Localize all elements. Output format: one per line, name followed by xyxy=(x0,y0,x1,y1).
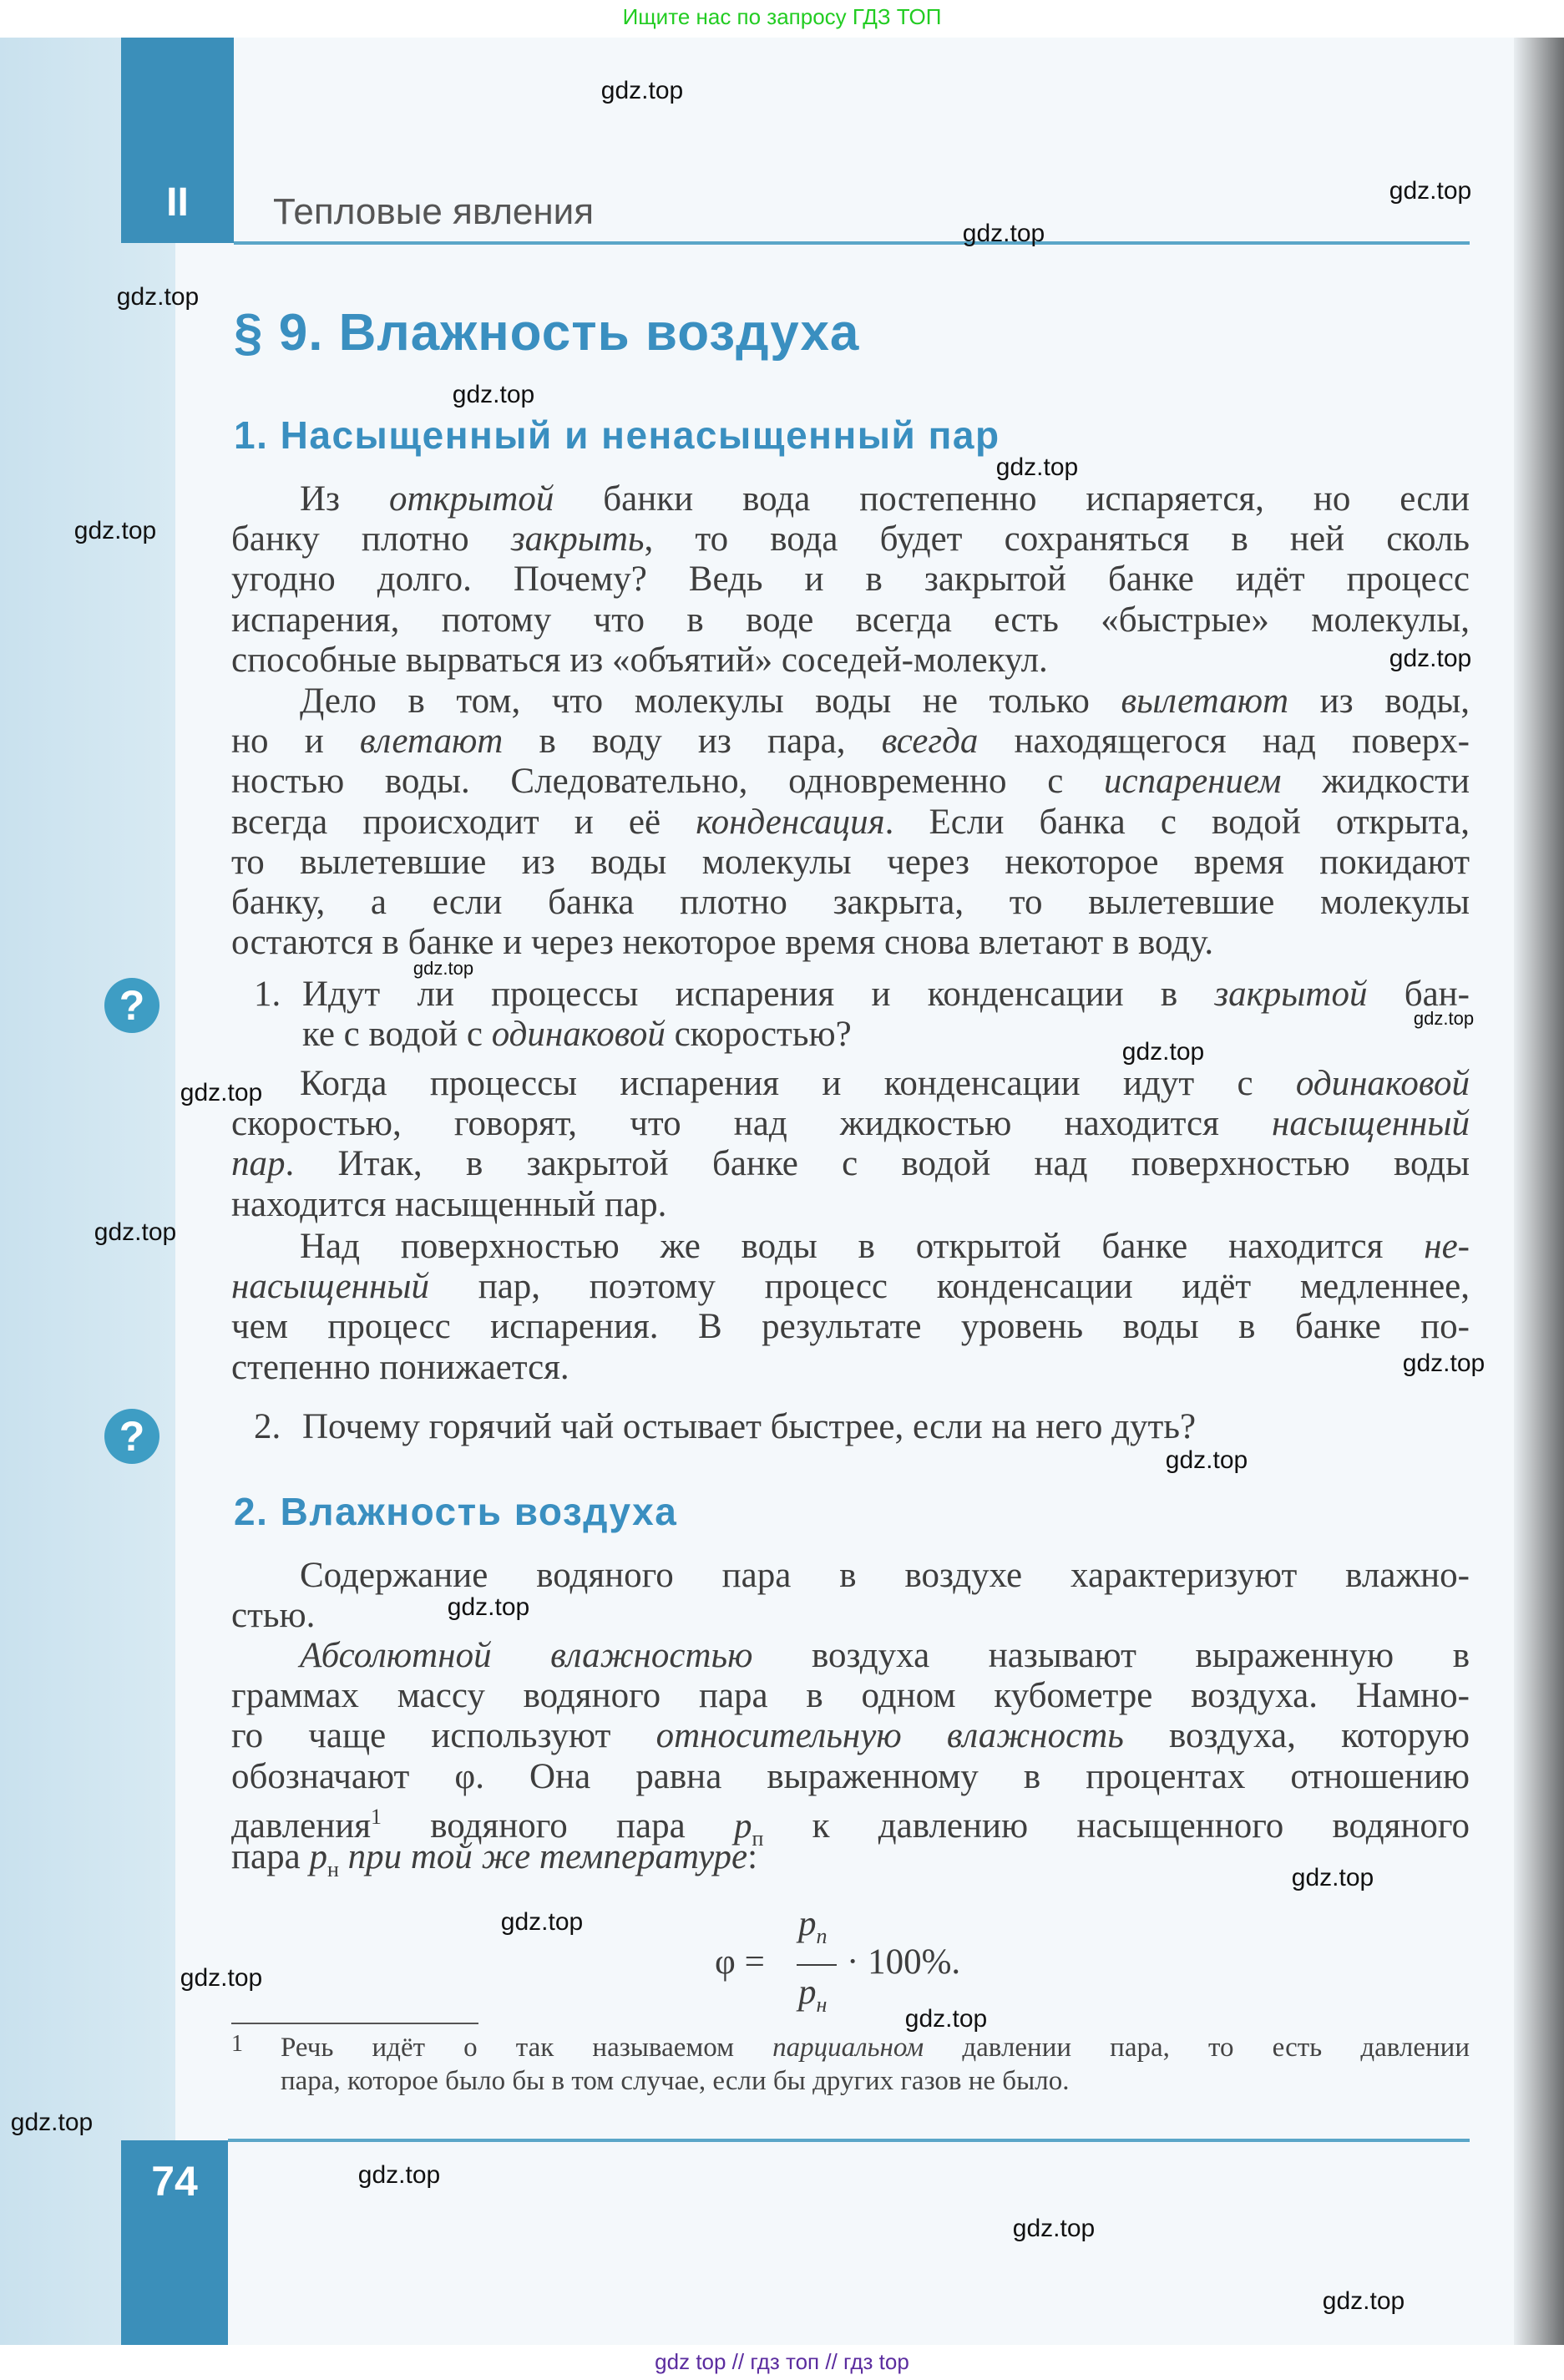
watermark: gdz.top xyxy=(600,77,684,104)
text-run: остаются в банке и через некоторое время снова влетают в воду. xyxy=(231,923,1214,963)
watermark: gdz.top xyxy=(452,381,535,408)
watermark: gdz.top xyxy=(1121,1038,1205,1066)
italic-term: насыщенный xyxy=(231,1267,429,1307)
watermark: gdz.top xyxy=(10,2109,94,2136)
watermark: gdz.top xyxy=(904,2005,988,2033)
text-run: Речь идёт о так называемом xyxy=(281,2033,773,2063)
text-line xyxy=(302,1015,1470,1055)
text-run: , то вода будет сохраняться в ней сколь xyxy=(644,519,1470,560)
italic-term: всегда xyxy=(881,722,979,762)
text-line xyxy=(231,681,1470,722)
text-run: Из xyxy=(300,479,389,519)
text-run: Идут ли процессы испарения и конденсации в xyxy=(302,975,1215,1014)
italic-term: вылетают xyxy=(1121,681,1289,721)
text-line xyxy=(231,479,1470,519)
text-run: скоростью, говорят, что над жидкостью находится xyxy=(231,1104,1273,1144)
italic-term: одинаковой xyxy=(491,1015,666,1055)
text-run: водяного пара xyxy=(382,1805,734,1846)
text-run: бан- xyxy=(1367,975,1470,1014)
watermark: gdz.top xyxy=(500,1908,584,1936)
italic-term: при той же температуре xyxy=(347,1836,748,1876)
subsection-title: 2. Влажность воздуха xyxy=(234,1490,678,1533)
watermark: gdz.top xyxy=(1389,177,1472,205)
question xyxy=(254,1407,1463,1447)
italic-term: относительную влажность xyxy=(655,1716,1124,1756)
text-line xyxy=(231,722,1470,762)
watermark: gdz.top xyxy=(447,1593,530,1621)
text-line xyxy=(231,1348,1470,1388)
text-run: всегда происходит и её xyxy=(231,802,696,842)
text-run: чем процесс испарения. В результате уровень воды в банке по- xyxy=(231,1307,1470,1347)
text-run: то вылетевшие из воды молекулы через некоторое время покидают xyxy=(231,842,1470,882)
text-run: банку, а если банка плотно закрыта, то вылетевшие молекулы xyxy=(231,882,1470,922)
page-binding-edge xyxy=(1514,38,1564,2345)
paragraph xyxy=(231,1227,1470,1388)
text-line xyxy=(231,560,1470,600)
question-number: 1. xyxy=(254,975,281,1014)
question-number: 2. xyxy=(254,1407,281,1446)
paragraph xyxy=(231,1556,1470,1636)
text-run: скоростью? xyxy=(665,1015,852,1055)
footnote-rule xyxy=(231,2023,478,2024)
text-run: испарения, потому что в воде всегда есть «быстрые» молекулы, xyxy=(231,600,1470,640)
text-run: способные вырваться из «объятий» соседей-молекул. xyxy=(231,640,1048,680)
watermark: gdz.top xyxy=(995,453,1079,481)
text-run: Содержание водяного пара в воздухе характеризуют влажно- xyxy=(300,1556,1470,1595)
formula-lhs: φ = xyxy=(715,1942,765,1982)
text-run: жидкости xyxy=(1281,762,1470,802)
italic-term: p xyxy=(309,1836,327,1876)
text-run: Дело в том, что молекулы воды не только xyxy=(300,681,1121,721)
text-line xyxy=(302,1407,1463,1447)
question xyxy=(254,975,1470,1055)
page-number: 74 xyxy=(151,2158,198,2205)
text-line xyxy=(231,1556,1470,1596)
text-run: : xyxy=(747,1836,758,1876)
textbook-page xyxy=(0,38,1564,2345)
question-icon: ? xyxy=(104,978,159,1033)
text-run: находящегося над поверх- xyxy=(978,722,1470,762)
watermark: gdz.top xyxy=(1413,1008,1475,1029)
left-margin-strip xyxy=(0,38,175,2345)
text-run: в воду из пара, xyxy=(503,722,882,762)
italic-term: не- xyxy=(1424,1227,1470,1266)
italic-term: одинаковой xyxy=(1295,1064,1470,1103)
watermark: gdz.top xyxy=(94,1218,177,1246)
text-run: степенно понижается. xyxy=(231,1347,569,1387)
text-line xyxy=(231,1716,1470,1756)
bottom-footer: gdz top // гдз топ // гдз top xyxy=(0,2345,1564,2380)
italic-term: Абсолютной влажностью xyxy=(300,1636,753,1675)
italic-term: закрыть xyxy=(510,519,645,560)
text-line xyxy=(231,762,1470,802)
italic-term: закрытой xyxy=(1214,975,1368,1014)
denominator-sub: н xyxy=(816,1993,828,2017)
formula-denominator xyxy=(798,1972,827,2018)
text-run: пара, которое было бы в том случае, если бы других газов не было. xyxy=(281,2066,1070,2096)
text-line xyxy=(281,2031,1470,2064)
text-run: граммах массу водяного пара в одном кубометре воздуха. Намно- xyxy=(231,1676,1470,1716)
chapter-number: II xyxy=(166,180,189,225)
watermark: gdz.top xyxy=(962,220,1045,247)
fraction-bar xyxy=(797,1964,837,1966)
text-line xyxy=(231,843,1470,883)
text-run: из воды, xyxy=(1288,681,1470,721)
text-line xyxy=(231,1307,1470,1347)
text-run: воздуха называют выраженную в xyxy=(752,1636,1470,1675)
italic-term: пар xyxy=(231,1144,286,1184)
italic-term: насыщенный xyxy=(1272,1104,1470,1144)
text-line xyxy=(231,1104,1470,1144)
text-run: пара xyxy=(231,1836,310,1876)
question-icon: ? xyxy=(104,1409,159,1464)
text-line xyxy=(302,975,1470,1015)
footer-rule xyxy=(228,2139,1470,2142)
paragraph xyxy=(231,1064,1470,1225)
text-run: к давлению насыщенного водяного xyxy=(763,1805,1470,1846)
text-run xyxy=(339,1837,348,1876)
footnote xyxy=(281,2031,1470,2098)
text-run: давления xyxy=(231,1805,372,1846)
text-line xyxy=(231,641,1470,681)
subscript: н xyxy=(326,1856,339,1881)
watermark: gdz.top xyxy=(1322,2287,1405,2315)
text-line xyxy=(231,1636,1470,1676)
watermark: gdz.top xyxy=(180,1079,263,1106)
watermark: gdz.top xyxy=(413,958,474,979)
italic-term: парциальном xyxy=(772,2033,924,2063)
text-run: ностью воды. Следовательно, одновременно с xyxy=(231,762,1105,802)
watermark: gdz.top xyxy=(357,2161,441,2189)
italic-term: испарением xyxy=(1104,762,1282,802)
text-run: Над поверхностью же воды в открытой банке находится xyxy=(300,1227,1425,1266)
text-line xyxy=(231,519,1470,560)
text-line xyxy=(231,1267,1470,1307)
text-run: . Если банка с водой открыта, xyxy=(884,802,1470,842)
text-line xyxy=(231,600,1470,641)
watermark: gdz.top xyxy=(1291,1864,1374,1891)
text-run: банку плотно xyxy=(231,519,511,560)
subscript: п xyxy=(752,1826,764,1851)
italic-term: p xyxy=(733,1805,752,1846)
italic-term: конденсация xyxy=(696,802,885,842)
text-line xyxy=(231,1185,1470,1225)
numerator-p: p xyxy=(798,1904,817,1943)
chapter-title: Тепловые явления xyxy=(273,191,595,232)
text-run: го чаще используют xyxy=(231,1716,656,1756)
text-run: Когда процессы испарения и конденсации идут с xyxy=(300,1064,1296,1103)
top-banner: Ищите нас по запросу ГДЗ ТОП xyxy=(0,0,1564,38)
text-run: . Итак, в закрытой банке с водой над поверхностью воды xyxy=(285,1144,1470,1184)
numerator-sub: п xyxy=(816,1924,828,1948)
section-title: § 9. Влажность воздуха xyxy=(234,304,860,362)
text-line xyxy=(231,1797,1470,1851)
watermark: gdz.top xyxy=(180,1964,263,1992)
formula-numerator xyxy=(798,1903,828,1949)
watermark: gdz.top xyxy=(1389,645,1472,672)
paragraph xyxy=(231,479,1470,681)
text-line xyxy=(231,1676,1470,1716)
text-line xyxy=(231,883,1470,923)
text-run: банки вода постепенно испаряется, но если xyxy=(554,479,1470,519)
watermark: gdz.top xyxy=(1012,2215,1096,2242)
text-line xyxy=(231,1596,1470,1636)
text-run: но и xyxy=(231,722,360,762)
text-run: давлении пара, то есть давлении xyxy=(924,2033,1470,2063)
page-number-tab xyxy=(121,2140,228,2345)
text-line xyxy=(231,1227,1470,1267)
header-rule xyxy=(234,241,1470,245)
formula-rhs: · 100%. xyxy=(847,1942,961,1982)
subsection-title: 1. Насыщенный и ненасыщенный пар xyxy=(234,413,1000,457)
text-run: пар, поэтому процесс конденсации идёт медленнее, xyxy=(428,1267,1470,1307)
text-line xyxy=(231,1757,1470,1797)
text-run: Почему горячий чай остывает быстрее, если на него дуть? xyxy=(302,1407,1197,1446)
text-run: угодно долго. Почему? Ведь и в закрытой банке идёт процесс xyxy=(231,560,1470,600)
footnote-number: 1 xyxy=(231,2031,243,2057)
text-run: ке с водой с xyxy=(302,1015,492,1055)
text-line xyxy=(231,1144,1470,1184)
watermark: gdz.top xyxy=(1402,1350,1486,1377)
watermark: gdz.top xyxy=(73,517,157,544)
watermark: gdz.top xyxy=(116,283,200,311)
italic-term: открытой xyxy=(388,479,554,519)
paragraph xyxy=(231,681,1470,963)
footnote-ref: 1 xyxy=(371,1804,382,1829)
italic-term: влетают xyxy=(359,722,504,762)
watermark: gdz.top xyxy=(1165,1446,1248,1474)
text-run: обозначают φ. Она равна выраженному в процентах отношению xyxy=(231,1756,1470,1796)
denominator-p: p xyxy=(798,1972,817,2012)
text-line xyxy=(231,1064,1470,1104)
text-run: воздуха, которую xyxy=(1123,1716,1470,1756)
text-line xyxy=(231,803,1470,843)
text-run: находится насыщенный пар. xyxy=(231,1184,667,1224)
text-line xyxy=(281,2064,1470,2098)
text-run: стью. xyxy=(231,1596,316,1636)
